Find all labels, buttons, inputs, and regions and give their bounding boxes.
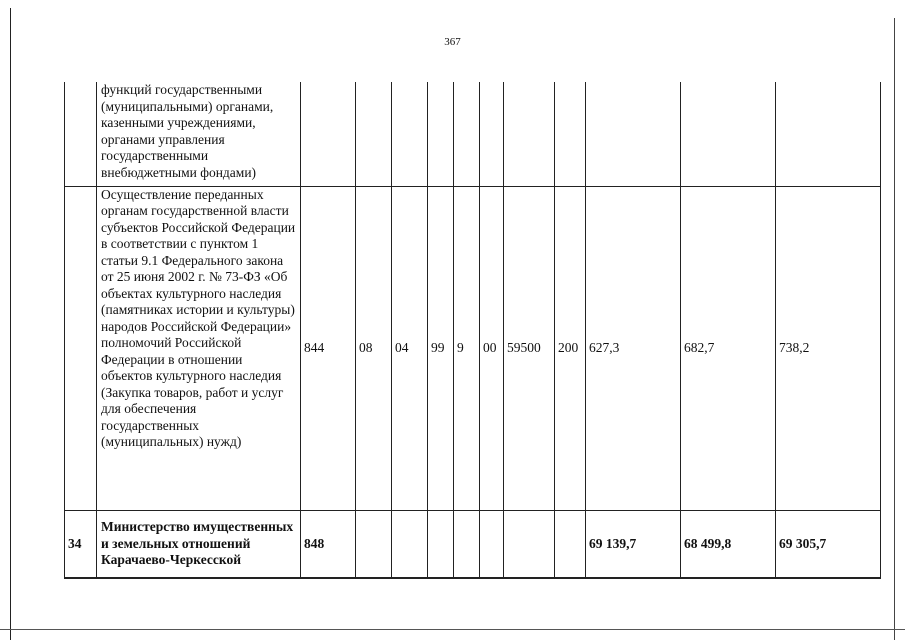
expense-type-code-cell	[555, 82, 586, 186]
subprogram-code-cell	[454, 510, 480, 578]
page-frame-right-border	[894, 18, 895, 640]
sum-2020-cell: 627,3	[586, 186, 681, 510]
page-number: 367	[444, 36, 461, 48]
sum-2021-cell	[681, 82, 776, 186]
direction-code-cell: 59500	[504, 186, 555, 510]
ministry-code-cell: 848	[301, 510, 356, 578]
subprogram-code-cell	[454, 82, 480, 186]
section-code-cell: 08	[356, 186, 392, 510]
expense-type-code-cell	[555, 510, 586, 578]
direction-code-cell	[504, 510, 555, 578]
sum-2020-cell	[586, 82, 681, 186]
program-code-cell	[428, 82, 454, 186]
main-event-code-cell: 00	[480, 186, 504, 510]
expense-name-cell: Осуществление переданных органам государственной власти субъектов Российской Федерации в соответствии с пунктом 1 статьи 9.1 Федерального закона от 25 июня 2002 г. № 73-ФЗ «Об объектах культурного наследия (памятниках истории и культуры) народов Российской Федерации» полномочий Российской Федерации в отношении объектов культурного наследия (Закупка товаров, работ и услуг для обеспечения государственных (муниципальных) нужд)	[97, 186, 301, 510]
sum-2020-cell: 69 139,7	[586, 510, 681, 578]
table-row	[65, 510, 881, 578]
sum-2022-cell: 69 305,7	[776, 510, 881, 578]
sum-2022-cell	[776, 82, 881, 186]
direction-code-cell	[504, 82, 555, 186]
subsection-code-cell: 04	[392, 186, 428, 510]
subsection-code-cell	[392, 510, 428, 578]
section-code-cell	[356, 82, 392, 186]
table-row	[65, 186, 881, 510]
expense-name-cell: функций государственными (муниципальными) органами, казенными учреждениями, органами управления государственными внебюджетными фондами)	[97, 82, 301, 186]
page-frame-bottom-border	[0, 629, 905, 630]
row-number-cell: 34	[65, 510, 97, 578]
table-row	[65, 82, 881, 186]
main-event-code-cell	[480, 510, 504, 578]
expense-type-code-cell: 200	[555, 186, 586, 510]
program-code-cell: 99	[428, 186, 454, 510]
sum-2021-cell: 68 499,8	[681, 510, 776, 578]
ministry-code-cell	[301, 82, 356, 186]
row-number-cell	[65, 186, 97, 510]
subsection-code-cell	[392, 82, 428, 186]
sum-2021-cell: 682,7	[681, 186, 776, 510]
sum-2022-cell: 738,2	[776, 186, 881, 510]
page-frame-left-border	[10, 8, 11, 640]
expense-name-cell: Министерство имущественных и земельных отношений Карачаево-Черкесской	[97, 510, 301, 578]
row-number-cell	[65, 82, 97, 186]
budget-table	[64, 82, 881, 579]
main-event-code-cell	[480, 82, 504, 186]
ministry-code-cell: 844	[301, 186, 356, 510]
section-code-cell	[356, 510, 392, 578]
subprogram-code-cell: 9	[454, 186, 480, 510]
program-code-cell	[428, 510, 454, 578]
